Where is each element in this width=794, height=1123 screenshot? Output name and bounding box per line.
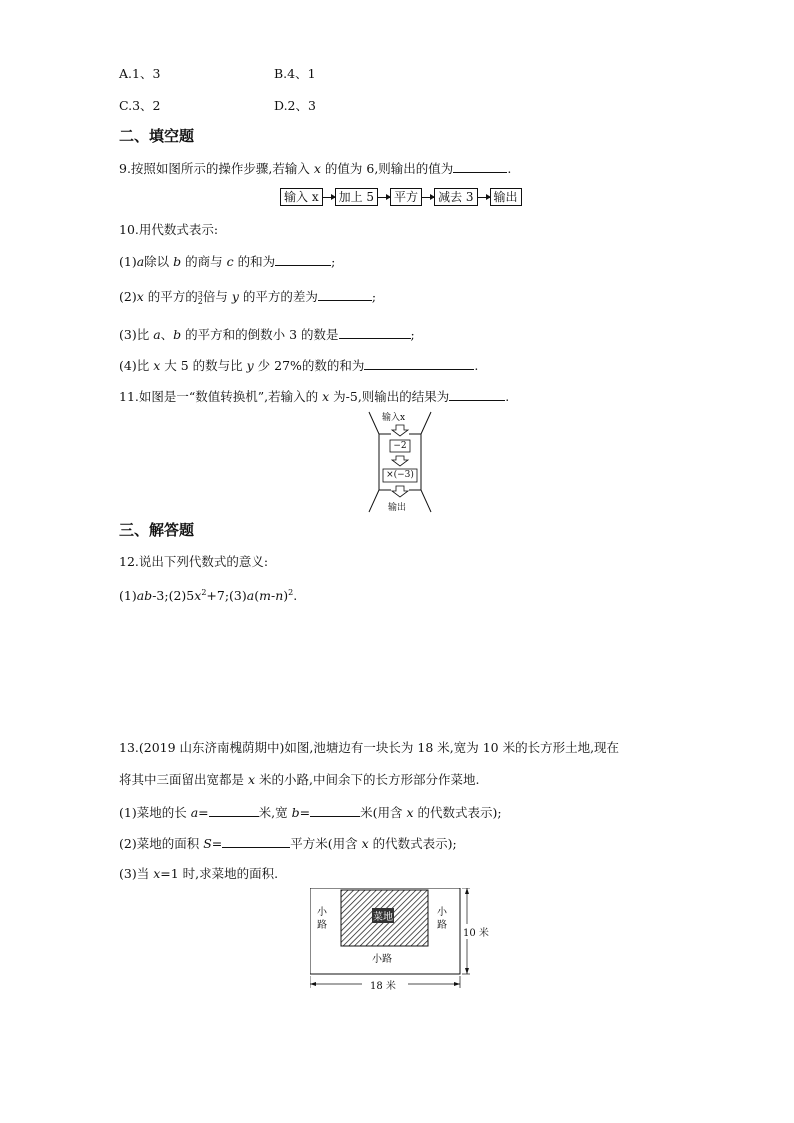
text: 、: [160, 327, 174, 342]
section-answer-title: 三、解答题: [119, 521, 195, 539]
var-s: S: [203, 836, 212, 851]
question-10-part-1: [119, 253, 335, 270]
machine-op-1: −2: [393, 441, 407, 451]
text: -3;(2)5: [152, 588, 195, 604]
text: 米,宽: [258, 805, 292, 820]
text: 少 27%的数的和为: [253, 358, 365, 373]
text: =1 时,求菜地的面积.: [160, 866, 279, 881]
var-x: x: [136, 289, 144, 304]
width-dimension-label: 18 米: [370, 981, 396, 992]
text: (1)菜地的长: [119, 805, 191, 820]
text: 的商与: [181, 254, 227, 269]
question-11: [119, 388, 509, 405]
text: (: [254, 588, 260, 604]
option-d: D.2、3: [274, 98, 316, 113]
var-y: y: [246, 358, 254, 373]
numerator: 3: [197, 289, 203, 299]
text: ;: [331, 254, 336, 269]
var-c: c: [226, 254, 234, 269]
text: 的和为: [233, 254, 276, 269]
text: =: [299, 805, 311, 820]
conversion-machine-diagram: [365, 410, 435, 514]
text: 将其中三面留出宽都是: [119, 772, 248, 787]
text: =: [198, 805, 209, 820]
question-13-part-1: [119, 804, 502, 821]
q9-var: x: [313, 161, 321, 176]
var-ab: ab: [136, 588, 153, 604]
text: 为-5,则输出的结果为: [329, 389, 450, 404]
text: 的平方的差为: [238, 289, 318, 304]
q9-end: .: [507, 161, 512, 176]
exponent: 2: [201, 588, 207, 597]
q9-flowchart: [280, 188, 522, 206]
q9-text-before: 9.按照如图所示的操作步骤,若输入: [119, 161, 314, 176]
text: 米(用含: [360, 805, 407, 820]
path-label-bottom: 小路: [372, 954, 392, 965]
arrow-right-icon: [478, 197, 490, 198]
text: 的平方和的倒数小 3 的数是: [181, 327, 339, 342]
flow-step-input: 输入 x: [280, 188, 323, 206]
flow-step-output: 输出: [490, 188, 522, 206]
answer-blank: [222, 835, 290, 848]
answer-blank: [339, 326, 411, 339]
text: 米的小路,中间余下的长方形部分作菜地.: [255, 772, 480, 787]
answer-blank: [453, 160, 507, 173]
text: (4)比: [119, 358, 154, 373]
question-13-part-2: [119, 835, 457, 852]
question-9: [119, 160, 511, 177]
answer-blank: [318, 288, 372, 301]
var-a: a: [246, 588, 255, 604]
var-a: a: [153, 327, 161, 342]
question-13-line-2: [119, 772, 479, 788]
var-b: b: [173, 327, 182, 342]
machine-output-label: 输出: [388, 503, 407, 513]
flow-step-square: 平方: [390, 188, 422, 206]
var-x: x: [322, 389, 330, 404]
height-dimension-label: 10 米: [463, 924, 489, 939]
answer-blank: [310, 804, 360, 817]
text: (3)比: [119, 327, 154, 342]
var-x: x: [153, 866, 161, 881]
text: 大 5 的数与比: [160, 358, 247, 373]
text: ;: [371, 289, 377, 304]
garden-figure: [310, 888, 490, 992]
question-10-part-4: [119, 357, 478, 374]
var-y: y: [231, 289, 239, 304]
text: 11.如图是一“数值转换机”,若输入的: [119, 389, 323, 404]
text: ): [283, 588, 289, 604]
answer-blank: [449, 388, 505, 401]
section-fill-in-title: 二、填空题: [119, 127, 195, 145]
question-13-part-3: [119, 866, 278, 882]
text: -: [270, 588, 276, 604]
var-a: a: [136, 254, 145, 269]
question-10-title: 10.用代数式表示:: [119, 222, 219, 237]
text: .: [293, 588, 298, 604]
option-b: B.4、1: [274, 66, 316, 81]
exponent: 2: [288, 588, 294, 597]
text: .: [474, 358, 479, 373]
text: =: [211, 836, 223, 851]
text: ;: [410, 327, 415, 342]
text: (2)菜地的面积: [119, 836, 204, 851]
plot-label: 菜地: [372, 908, 394, 923]
flow-step-add: 加上 5: [335, 188, 378, 206]
var-m: m: [259, 588, 271, 604]
text: 的代数式表示);: [368, 836, 457, 851]
answer-blank: [364, 357, 474, 370]
option-c: C.3、2: [119, 98, 161, 113]
var-x: x: [247, 772, 256, 787]
text: 除以: [144, 254, 174, 269]
question-10-part-3: [119, 326, 415, 343]
denominator: 2: [197, 296, 203, 306]
path-label-left: 小路: [317, 907, 327, 931]
var-a: a: [190, 805, 199, 820]
arrow-right-icon: [323, 197, 335, 198]
text: (3)当: [119, 866, 154, 881]
question-12-title: 12.说出下列代数式的意义:: [119, 554, 269, 569]
text: .: [505, 389, 510, 404]
text: +7;(3): [206, 588, 247, 604]
flow-step-subtract: 减去 3: [434, 188, 477, 206]
q9-text-after: 的值为 6,则输出的值为: [320, 161, 454, 176]
arrow-right-icon: [422, 197, 434, 198]
text: 的平方的: [143, 289, 198, 304]
question-10-part-2: [119, 288, 376, 305]
var-x: x: [406, 805, 414, 820]
var-n: n: [275, 588, 284, 604]
var-x: x: [153, 358, 161, 373]
question-13-line-1: 13.(2019 山东济南槐荫期中)如图,池塘边有一块长为 18 米,宽为 10 米的长方形土地,现在: [119, 740, 620, 755]
path-label-right: 小路: [437, 907, 447, 931]
var-b: b: [291, 805, 300, 820]
text: 平方米(用含: [290, 836, 362, 851]
machine-input-label: 输入x: [382, 413, 406, 423]
question-12-expressions: [119, 585, 297, 604]
arrow-right-icon: [378, 197, 390, 198]
option-a: A.1、3: [119, 66, 161, 81]
answer-blank: [275, 253, 331, 266]
var-x: x: [194, 588, 202, 604]
text: 倍与: [202, 289, 232, 304]
answer-blank: [209, 804, 259, 817]
var-x: x: [361, 836, 369, 851]
var-b: b: [173, 254, 182, 269]
text: (1): [119, 588, 137, 604]
part-number: (2): [119, 289, 137, 304]
machine-op-2: ×(−3): [386, 470, 414, 480]
part-number: (1): [119, 254, 137, 269]
text: 的代数式表示);: [413, 805, 502, 820]
